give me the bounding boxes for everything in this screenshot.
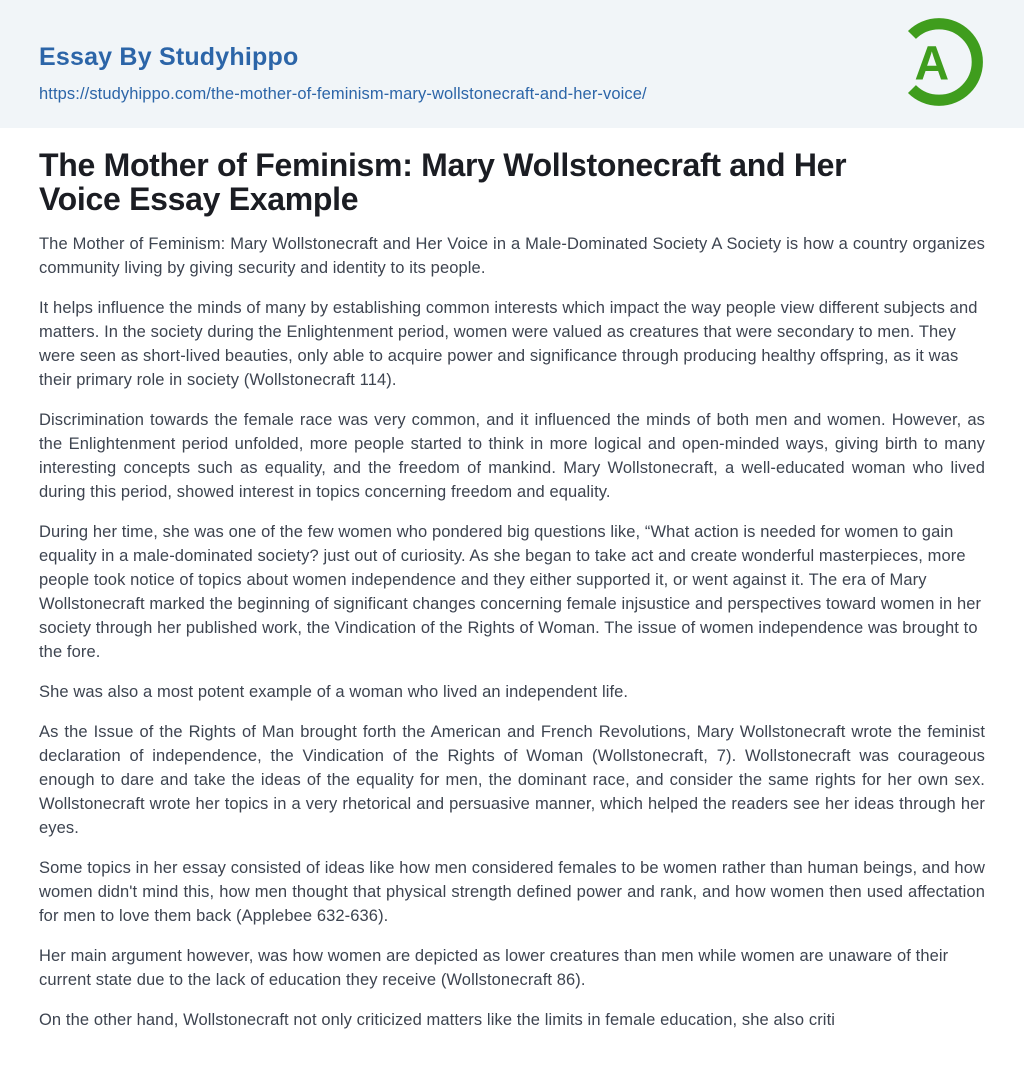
essay-paragraph-6: As the Issue of the Rights of Man brought forth the American and French Revolutions, Mary Wollstonecraft wrote the feminist declaration of independence, the Vindication of the Rights of Woman (Wollstonecraft, 7). Wollstonecraft was courageous enough to dare and take the ideas of the equality for men, the dominant race, and consider the same rights for her own sex. Wollstonecraft wrote her topics in a very rhetorical and persuasive manner, which helped the readers see her ideas through her eyes. <box>39 723 985 837</box>
essay-paragraph-3: Discrimination towards the female race was very common, and it influenced the minds of both men and women. However, as the Enlightenment period unfolded, more people started to think in more logical and open-minded ways, giving birth to many interesting concepts such as equality, and the freedom of mankind. Mary Wollstonecraft, a well-educated woman who lived during this period, showed interest in topics concerning freedom and equality. <box>39 411 985 501</box>
page-header <box>0 0 1024 128</box>
essay-content <box>0 128 1024 1032</box>
essay-paragraph-1: The Mother of Feminism: Mary Wollstonecraft and Her Voice in a Male-Dominated Society A Society is how a country organizes community living by giving security and identity to its people. <box>39 235 985 277</box>
essay-paragraph-9: On the other hand, Wollstonecraft not only criticized matters like the limits in female education, she also criti <box>39 1011 836 1029</box>
essay-paragraph-5: She was also a most potent example of a woman who lived an independent life. <box>39 683 629 701</box>
logo-letter: A <box>914 37 950 91</box>
article-title: The Mother of Feminism: Mary Wollstonecraft and Her Voice Essay Example <box>39 147 847 217</box>
site-title: Essay By Studyhippo <box>39 43 299 71</box>
essay-body <box>39 232 985 1032</box>
essay-paragraph-2: It helps influence the minds of many by establishing common interests which impact the way people view different subjects and matters. In the society during the Enlightenment period, women were valued as creatures that were secondary to men. They were seen as short-lived beauties, only able to acquire power and significance through producing healthy offspring, as it was their primary role in society (Wollstonecraft 114). <box>39 299 978 389</box>
essay-paragraph-4: During her time, she was one of the few women who pondered big questions like, “What action is needed for women to gain equality in a male-dominated society? just out of curiosity. As she began to take act and create wonderful masterpieces, more people took notice of topics about women independence and they either supported it, or went against it. The era of Mary Wollstonecraft marked the beginning of significant changes concerning female injsustice and perspectives toward women in her society through her published work, the Vindication of the Rights of Woman. The issue of women independence was brought to the fore. <box>39 523 982 661</box>
essay-paragraph-8: Her main argument however, was how women are depicted as lower creatures than men while women are unaware of their current state due to the lack of education they receive (Wollstonecraft 86). <box>39 947 949 989</box>
page-url-link[interactable]: https://studyhippo.com/the-mother-of-feminism-mary-wollstonecraft-and-her-voice/ <box>39 84 647 103</box>
essay-paragraph-7: Some topics in her essay consisted of ideas like how men considered females to be women rather than human beings, and how women didn't mind this, how men thought that physical strength defined power and rank, and how women then used affectation for men to love them back (Applebee 632-636). <box>39 859 985 925</box>
studyhippo-logo[interactable] <box>890 13 988 111</box>
